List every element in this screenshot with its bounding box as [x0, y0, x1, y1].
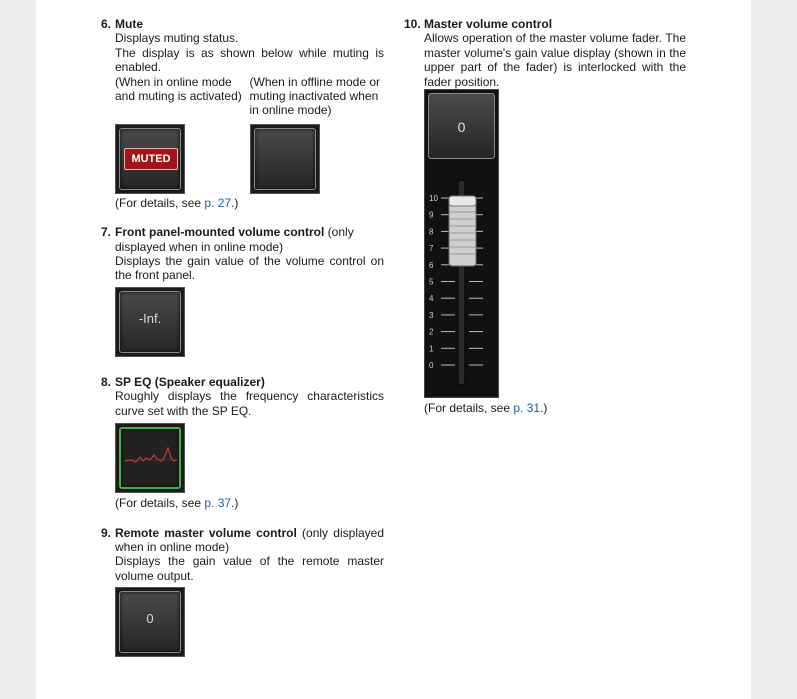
section-number: 10. [404, 17, 421, 31]
section-text: Displays the gain value of the volume control on the front panel. [115, 254, 384, 283]
fader-scale-label: 1 [429, 344, 434, 354]
mute-indicator-inactive [250, 124, 320, 194]
fader-scale-label: 10 [429, 194, 438, 204]
front-panel-volume-display [115, 287, 185, 357]
section-front-panel-volume [101, 225, 384, 357]
section-text: Displays the gain value of the remote master volume output. [115, 554, 384, 583]
section-remote-master-volume [101, 526, 384, 658]
section-title-note: (only displayed when in online mode) [115, 225, 354, 254]
online-caption: (When in online mode and muting is activated) [115, 74, 242, 104]
mute-captions [115, 75, 384, 118]
section-text: The display is as shown below while muting is enabled. [115, 45, 384, 75]
fader-track[interactable] [425, 162, 498, 398]
muted-badge: MUTED [124, 148, 178, 170]
mute-images [115, 124, 384, 194]
section-mute [101, 17, 384, 210]
fader-value-display [428, 93, 495, 159]
eq-curve-icon [116, 424, 186, 494]
fader-scale-label: 2 [429, 327, 434, 337]
fader-scale-label: 9 [429, 210, 434, 220]
section-text: Allows operation of the master volume fader. The master volume's gain value display (shown in the upper part of the fader) is interlocked with the fader position. [424, 31, 686, 89]
details-ref: (For details, see p. 31.) [424, 401, 548, 416]
left-column [101, 17, 384, 657]
manual-page [36, 0, 751, 699]
fader-scale-label: 6 [429, 260, 434, 270]
section-master-volume [404, 17, 686, 415]
section-title: Front panel-mounted volume control [115, 225, 325, 240]
section-title: SP EQ (Speaker equalizer) [115, 374, 265, 389]
section-text: Roughly displays the frequency characteristics curve set with the SP EQ. [115, 389, 384, 418]
master-volume-fader [424, 89, 499, 398]
page-link[interactable]: p. 37 [204, 496, 232, 511]
right-column [404, 17, 686, 415]
section-sp-eq [101, 375, 384, 511]
fader-scale-label: 4 [429, 294, 434, 304]
fader-knob[interactable] [449, 196, 476, 266]
fader-value: 0 [457, 119, 466, 136]
fader-scale-label: 8 [429, 227, 434, 237]
offline-caption: (When in offline mode or muting inactivated when in online mode) [249, 74, 381, 118]
mute-indicator-active [115, 124, 185, 194]
section-heading [115, 225, 384, 254]
section-number: 6. [101, 17, 112, 31]
fader-scale-label: 3 [429, 310, 434, 320]
remote-volume-display [115, 587, 185, 657]
section-title: Master volume control [424, 17, 553, 31]
section-heading [115, 526, 384, 555]
section-number: 8. [101, 374, 112, 389]
volume-value: 0 [146, 611, 154, 627]
fader-scale-label: 5 [429, 277, 434, 287]
page-link[interactable]: p. 27 [204, 195, 232, 210]
details-ref: (For details, see p. 27.) [115, 195, 239, 210]
details-ref: (For details, see p. 37.) [115, 496, 239, 511]
fader-scale-label: 7 [429, 244, 434, 254]
volume-value: -Inf. [138, 310, 162, 326]
fader-scale-label: 0 [429, 361, 434, 371]
sp-eq-display [115, 423, 185, 493]
section-title-note: (only displayed when in online mode) [115, 525, 385, 554]
section-number: 9. [101, 525, 112, 540]
page-link[interactable]: p. 31 [513, 401, 541, 416]
section-text: Displays muting status. [115, 31, 239, 46]
section-title: Remote master volume control [115, 525, 297, 540]
section-number: 7. [101, 225, 112, 240]
section-title: Mute [115, 17, 143, 31]
